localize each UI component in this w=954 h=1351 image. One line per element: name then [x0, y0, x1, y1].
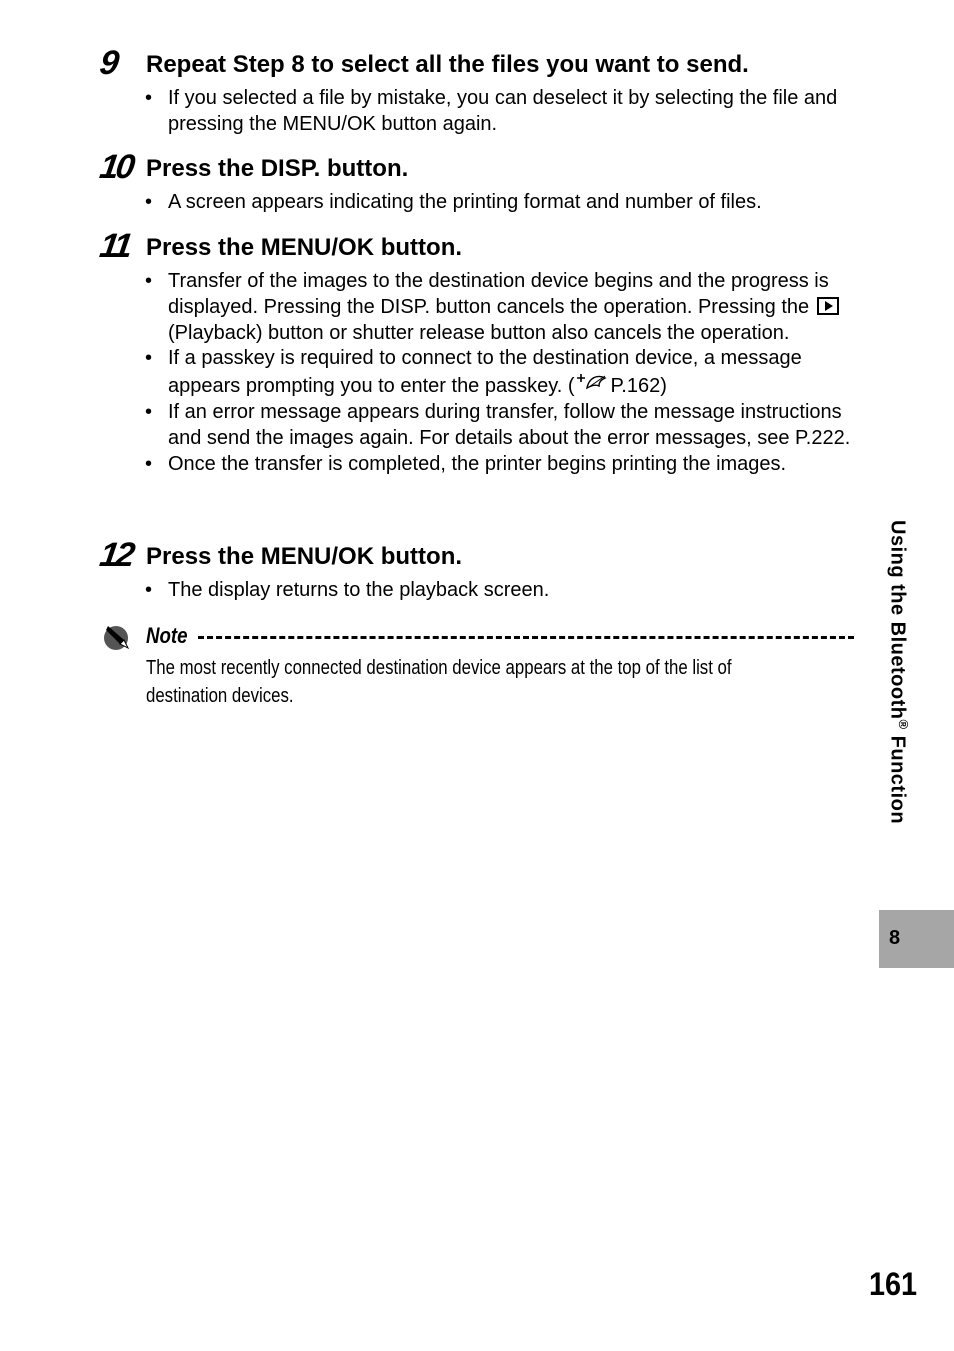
registered-mark: ® [896, 719, 911, 730]
step-bullets [145, 190, 857, 216]
chapter-number: 8 [889, 927, 901, 949]
step-title: Press the MENU/OK button. [146, 234, 463, 261]
page-number: 161 [869, 1266, 918, 1302]
note-pencil-icon [102, 622, 130, 652]
step-number: 9 [97, 44, 119, 82]
step-bullets [145, 86, 857, 138]
bullet-text: (Playback) button or shutter release button also cancels the operation. [168, 321, 790, 344]
bullet-item: • The display returns to the playback screen. [145, 578, 857, 604]
step-number: 12 [97, 536, 135, 574]
chapter-side-label-text [885, 520, 911, 824]
bullet-item: • A screen appears indicating the printing format and number of files. [145, 190, 857, 216]
note-divider [198, 636, 854, 639]
playback-icon [817, 297, 839, 315]
side-label-suffix: Function [886, 729, 909, 825]
note-body: The most recently connected destination device appears at the top of the list of destination devices. [146, 657, 732, 707]
chapter-tab [879, 910, 954, 968]
bullet-text: P.162) [610, 375, 667, 398]
step-title: Repeat Step 8 to select all the files you want to send. [146, 51, 749, 78]
bullet-item: • Once the transfer is completed, the printer begins printing the images. [145, 452, 857, 478]
step-bullets [145, 578, 857, 604]
bullet-item [145, 269, 857, 346]
bullet-text: Transfer of the images to the destination device begins and the progress is displayed. Pressing the DISP. button cancels the operation. Pressing the [168, 270, 829, 318]
bullet-item: • If you selected a file by mistake, you can deselect it by selecting the file and pressing the MENU/OK button again. [145, 86, 857, 138]
step-title: Press the MENU/OK button. [146, 543, 463, 570]
step-title: Press the DISP. button. [146, 155, 409, 182]
bullet-text: If a passkey is required to connect to the destination device, a message appears prompting you to enter the passkey. ( [168, 347, 802, 398]
reference-icon [575, 372, 609, 400]
chapter-side-label [879, 520, 919, 900]
step-number: 11 [97, 227, 133, 265]
side-label-main: Using the Bluetooth [886, 520, 909, 720]
bullet-item [145, 346, 857, 400]
note-heading: Note [146, 623, 188, 648]
bullet-item: • If an error message appears during transfer, follow the message instructions and send the images again. For details about the error messages, see P.222. [145, 400, 857, 452]
step-number: 10 [97, 148, 135, 186]
step-bullets [145, 269, 857, 477]
